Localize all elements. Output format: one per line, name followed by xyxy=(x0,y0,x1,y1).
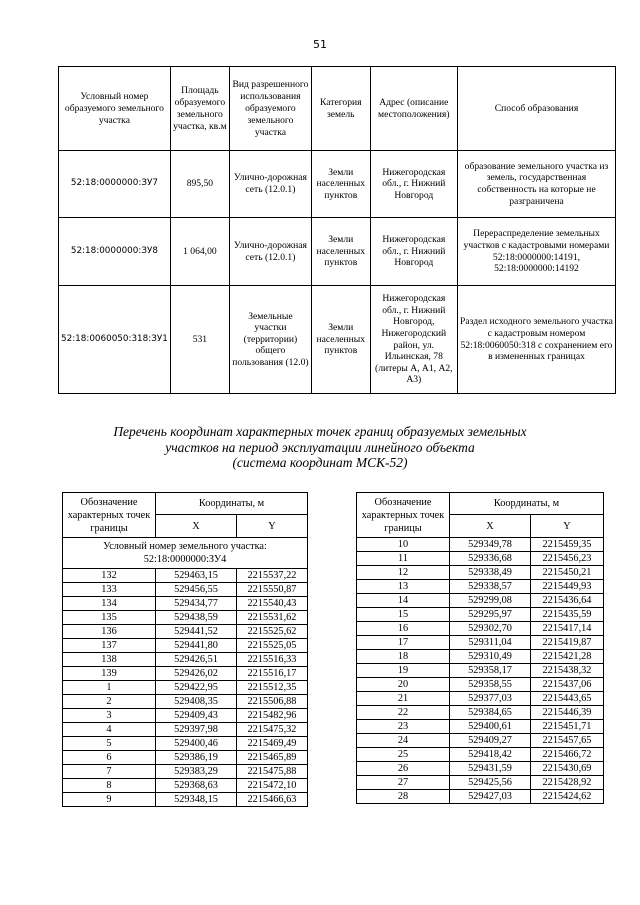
heading-line: участков на период эксплуатации линейного объекта xyxy=(165,439,475,455)
point-label: 28 xyxy=(357,790,450,804)
coord-x: 529336,68 xyxy=(450,552,531,566)
coord-x: 529310,49 xyxy=(450,650,531,664)
coord-y: 2215457,65 xyxy=(531,734,604,748)
point-label: 20 xyxy=(357,678,450,692)
table-row xyxy=(357,720,604,734)
point-label: 6 xyxy=(63,751,156,765)
coord-x: 529348,15 xyxy=(156,793,237,807)
header-land-category: Категория земель xyxy=(311,67,370,151)
coord-y: 2215437,06 xyxy=(531,678,604,692)
table-row xyxy=(357,706,604,720)
table-row xyxy=(63,695,308,709)
coord-x: 529418,42 xyxy=(450,748,531,762)
point-label: 25 xyxy=(357,748,450,762)
coord-y: 2215540,43 xyxy=(237,597,308,611)
coord-x: 529397,98 xyxy=(156,723,237,737)
table-row xyxy=(63,597,308,611)
coord-y: 2215428,92 xyxy=(531,776,604,790)
coord-y: 2215459,35 xyxy=(531,538,604,552)
table-row xyxy=(63,611,308,625)
coord-y: 2215466,72 xyxy=(531,748,604,762)
point-label: 4 xyxy=(63,723,156,737)
parcel-address: Нижегородская обл., г. Нижний Новгород, Нижегородский район, ул. Ильинская, 78 (литеры А, А1, А2, А3) xyxy=(370,286,457,394)
point-label: 138 xyxy=(63,653,156,667)
coord-y: 2215512,35 xyxy=(237,681,308,695)
coord-x: 529368,63 xyxy=(156,779,237,793)
header-point-designation: Обозначение характерных точек границы xyxy=(357,493,450,538)
parcel-area: 895,50 xyxy=(170,151,229,218)
coord-y: 2215466,63 xyxy=(237,793,308,807)
coord-y: 2215419,87 xyxy=(531,636,604,650)
header-parcel-number: Условный номер образуемого земельного участка xyxy=(59,67,171,151)
parcel-method: Перераспределение земельных участков с кадастровыми номерами 52:18:0000000:14191, 52:18:0000000:14192 xyxy=(457,218,615,286)
coord-x: 529358,55 xyxy=(450,678,531,692)
coord-x: 529295,97 xyxy=(450,608,531,622)
coord-y: 2215465,89 xyxy=(237,751,308,765)
coord-x: 529409,27 xyxy=(450,734,531,748)
point-label: 8 xyxy=(63,779,156,793)
coordinates-table-right xyxy=(356,492,604,804)
coord-x: 529434,77 xyxy=(156,597,237,611)
coord-x: 529358,17 xyxy=(450,664,531,678)
table-row xyxy=(357,678,604,692)
table-row xyxy=(63,625,308,639)
coord-x: 529383,29 xyxy=(156,765,237,779)
header-coordinates: Координаты, м xyxy=(450,493,604,515)
coord-y: 2215531,62 xyxy=(237,611,308,625)
coord-x: 529400,46 xyxy=(156,737,237,751)
point-label: 17 xyxy=(357,636,450,650)
parcel-number: 52:18:0000000:ЗУ8 xyxy=(59,218,171,286)
table-row xyxy=(63,639,308,653)
point-label: 133 xyxy=(63,583,156,597)
point-label: 22 xyxy=(357,706,450,720)
coord-x: 529386,19 xyxy=(156,751,237,765)
table-row xyxy=(63,681,308,695)
header-formation-method: Способ образования xyxy=(457,67,615,151)
coord-x: 529456,55 xyxy=(156,583,237,597)
table-row xyxy=(59,151,616,218)
coord-y: 2215525,62 xyxy=(237,625,308,639)
coord-x: 529384,65 xyxy=(450,706,531,720)
heading-line: (система координат МСК-52) xyxy=(232,455,408,470)
header-y: Y xyxy=(237,515,308,538)
header-address: Адрес (описание местоположения) xyxy=(370,67,457,151)
point-label: 135 xyxy=(63,611,156,625)
parcel-category: Земли населенных пунктов xyxy=(311,218,370,286)
coord-y: 2215506,88 xyxy=(237,695,308,709)
table-row xyxy=(357,734,604,748)
table-row xyxy=(63,793,308,807)
table-row xyxy=(63,765,308,779)
heading-line: Перечень координат характерных точек границ образуемых земельных xyxy=(113,424,527,439)
table-row xyxy=(357,650,604,664)
table-row xyxy=(357,776,604,790)
table-row xyxy=(357,566,604,580)
coord-x: 529427,03 xyxy=(450,790,531,804)
table-row xyxy=(63,723,308,737)
coord-x: 529422,95 xyxy=(156,681,237,695)
coord-x: 529400,61 xyxy=(450,720,531,734)
table-row xyxy=(63,751,308,765)
coord-x: 529311,04 xyxy=(450,636,531,650)
point-label: 19 xyxy=(357,664,450,678)
coord-y: 2215451,71 xyxy=(531,720,604,734)
point-label: 15 xyxy=(357,608,450,622)
point-label: 23 xyxy=(357,720,450,734)
coord-y: 2215446,39 xyxy=(531,706,604,720)
header-coordinates: Координаты, м xyxy=(156,493,308,515)
table-row xyxy=(357,664,604,678)
coord-y: 2215417,14 xyxy=(531,622,604,636)
point-label: 11 xyxy=(357,552,450,566)
point-label: 7 xyxy=(63,765,156,779)
coord-x: 529338,49 xyxy=(450,566,531,580)
coord-y: 2215443,65 xyxy=(531,692,604,706)
coord-y: 2215421,28 xyxy=(531,650,604,664)
coord-y: 2215472,10 xyxy=(237,779,308,793)
coord-y: 2215550,87 xyxy=(237,583,308,597)
table-row xyxy=(63,583,308,597)
point-label: 26 xyxy=(357,762,450,776)
table-row xyxy=(357,636,604,650)
table-row xyxy=(357,692,604,706)
header-x: X xyxy=(450,515,531,538)
point-label: 16 xyxy=(357,622,450,636)
table-row xyxy=(357,580,604,594)
header-point-designation: Обозначение характерных точек границы xyxy=(63,493,156,538)
parcel-table-header xyxy=(59,67,616,151)
header-y: Y xyxy=(531,515,604,538)
coord-y: 2215430,69 xyxy=(531,762,604,776)
coord-y: 2215525,05 xyxy=(237,639,308,653)
coord-x: 529299,08 xyxy=(450,594,531,608)
coord-y: 2215424,62 xyxy=(531,790,604,804)
coord-x: 529302,70 xyxy=(450,622,531,636)
point-label: 1 xyxy=(63,681,156,695)
table-row xyxy=(357,622,604,636)
coord-y: 2215436,64 xyxy=(531,594,604,608)
parcel-address: Нижегородская обл., г. Нижний Новгород xyxy=(370,151,457,218)
point-label: 137 xyxy=(63,639,156,653)
point-label: 5 xyxy=(63,737,156,751)
coord-x: 529377,03 xyxy=(450,692,531,706)
coord-y: 2215456,23 xyxy=(531,552,604,566)
coord-x: 529426,51 xyxy=(156,653,237,667)
point-label: 139 xyxy=(63,667,156,681)
point-label: 13 xyxy=(357,580,450,594)
point-label: 2 xyxy=(63,695,156,709)
point-label: 9 xyxy=(63,793,156,807)
point-label: 24 xyxy=(357,734,450,748)
coord-y: 2215449,93 xyxy=(531,580,604,594)
table-row xyxy=(357,608,604,622)
coord-y: 2215469,49 xyxy=(237,737,308,751)
coord-x: 529441,80 xyxy=(156,639,237,653)
point-label: 132 xyxy=(63,569,156,583)
coord-x: 529349,78 xyxy=(450,538,531,552)
coord-x: 529408,35 xyxy=(156,695,237,709)
point-label: 21 xyxy=(357,692,450,706)
coord-y: 2215435,59 xyxy=(531,608,604,622)
table-row xyxy=(63,737,308,751)
table-row xyxy=(63,709,308,723)
parcel-category: Земли населенных пунктов xyxy=(311,286,370,394)
point-label: 27 xyxy=(357,776,450,790)
coord-y: 2215537,22 xyxy=(237,569,308,583)
coord-x: 529441,52 xyxy=(156,625,237,639)
point-label: 3 xyxy=(63,709,156,723)
parcel-area: 1 064,00 xyxy=(170,218,229,286)
coord-y: 2215482,96 xyxy=(237,709,308,723)
parcel-address: Нижегородская обл., г. Нижний Новгород xyxy=(370,218,457,286)
header-x: X xyxy=(156,515,237,538)
coord-x: 529425,56 xyxy=(450,776,531,790)
table-row xyxy=(59,218,616,286)
header-permitted-use: Вид разрешенного использования образуемого земельного участка xyxy=(229,67,311,151)
point-label: 136 xyxy=(63,625,156,639)
table-row xyxy=(357,790,604,804)
parcel-category: Земли населенных пунктов xyxy=(311,151,370,218)
coord-y: 2215450,21 xyxy=(531,566,604,580)
table-row xyxy=(357,748,604,762)
coord-x: 529431,59 xyxy=(450,762,531,776)
coord-x: 529409,43 xyxy=(156,709,237,723)
parcel-number: 52:18:0000000:ЗУ7 xyxy=(59,151,171,218)
table-row xyxy=(357,594,604,608)
point-label: 14 xyxy=(357,594,450,608)
parcel-use: Земельные участки (территории) общего пользования (12.0) xyxy=(229,286,311,394)
table-row xyxy=(357,762,604,776)
coord-y: 2215516,33 xyxy=(237,653,308,667)
parcel-table xyxy=(58,66,616,394)
coord-y: 2215475,88 xyxy=(237,765,308,779)
point-label: 134 xyxy=(63,597,156,611)
coord-x: 529426,02 xyxy=(156,667,237,681)
table-row xyxy=(59,286,616,394)
parcel-use: Улично-дорожная сеть (12.0.1) xyxy=(229,151,311,218)
table-row xyxy=(63,569,308,583)
coord-x: 529438,59 xyxy=(156,611,237,625)
table-row xyxy=(63,779,308,793)
page-number: 51 xyxy=(313,38,327,51)
table-row xyxy=(357,538,604,552)
parcel-area: 531 xyxy=(170,286,229,394)
coord-y: 2215475,32 xyxy=(237,723,308,737)
coord-x: 529338,57 xyxy=(450,580,531,594)
parcel-block-title: Условный номер земельного участка: 52:18:0000000:ЗУ4 xyxy=(63,538,308,569)
parcel-method: образование земельного участка из земель, государственная собственность на которые не разграничена xyxy=(457,151,615,218)
parcel-use: Улично-дорожная сеть (12.0.1) xyxy=(229,218,311,286)
table-row xyxy=(357,552,604,566)
header-area: Площадь образуемого земельного участка, кв.м xyxy=(170,67,229,151)
parcel-number: 52:18:0060050:318:ЗУ1 xyxy=(59,286,171,394)
coordinates-heading xyxy=(100,424,540,471)
coord-x: 529463,15 xyxy=(156,569,237,583)
point-label: 12 xyxy=(357,566,450,580)
coord-y: 2215438,32 xyxy=(531,664,604,678)
point-label: 10 xyxy=(357,538,450,552)
coordinates-table-left xyxy=(62,492,308,807)
point-label: 18 xyxy=(357,650,450,664)
coord-y: 2215516,17 xyxy=(237,667,308,681)
table-row xyxy=(63,653,308,667)
table-row xyxy=(63,667,308,681)
parcel-method: Раздел исходного земельного участка с кадастровым номером 52:18:0060050:318 с сохранением его в измененных границах xyxy=(457,286,615,394)
